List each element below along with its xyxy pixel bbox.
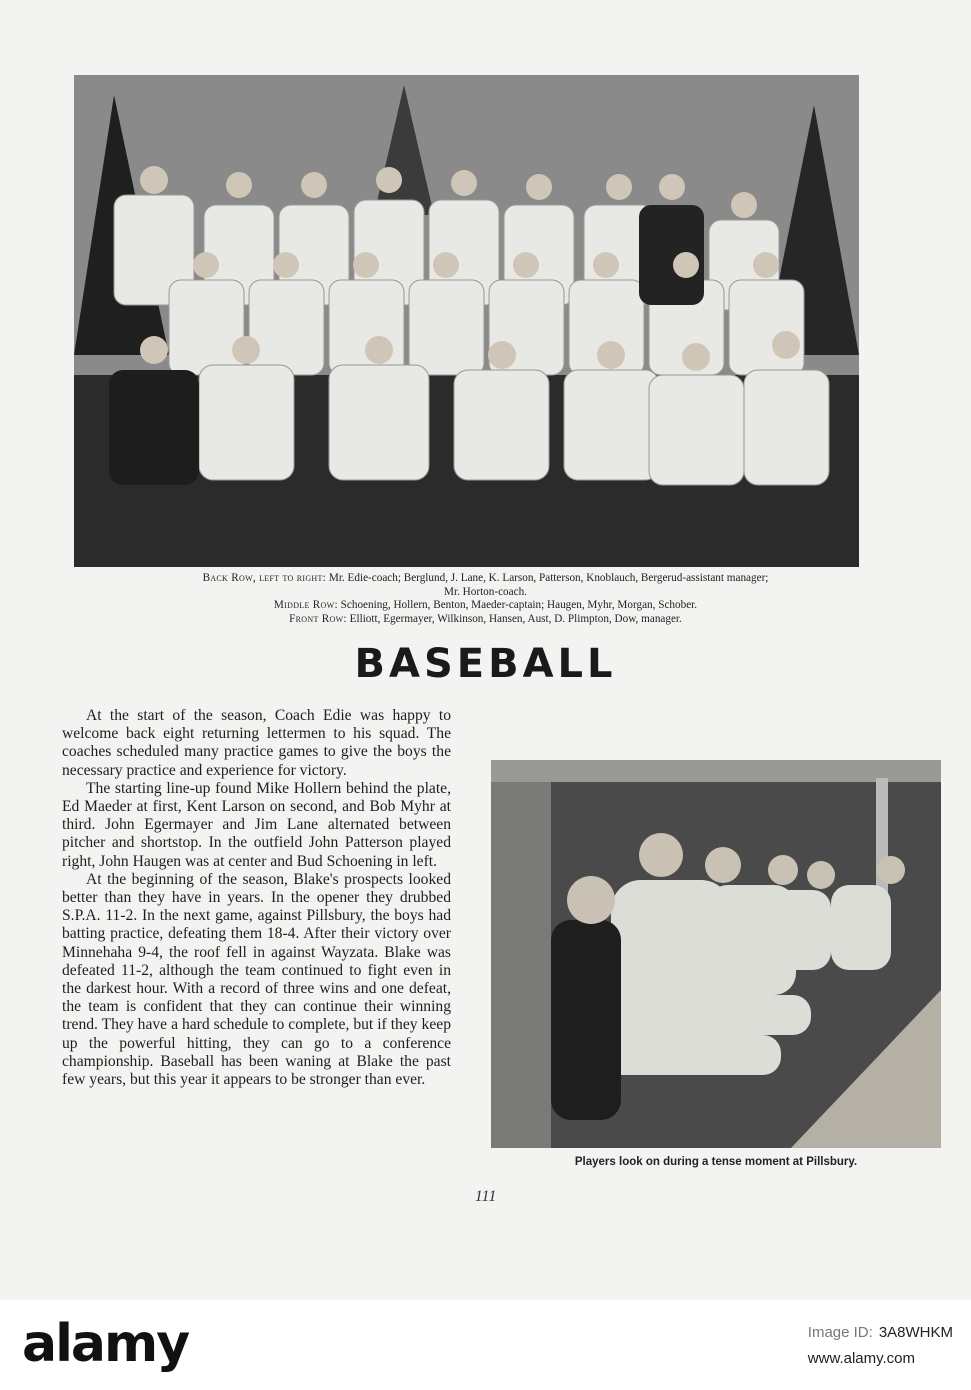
article-paragraph: At the start of the season, Coach Edie was happy to welcome back eight returning lettermen to his squad. The coaches scheduled many practice games to give the boys the necessary practice and experience for victory. (62, 707, 451, 779)
caption-back-row-names: Mr. Edie-coach; Berglund, J. Lane, K. Larson, Patterson, Knoblauch, Bergerud-assistant manager; (326, 572, 769, 584)
dugout-photo (491, 760, 941, 1148)
article-paragraph: At the beginning of the season, Blake's prospects looked better than they have in years. In the opener they drubbed S.P.A. 11-2. In the next game, against Pillsbury, the boys had batting practice, defeating them 18-4. After their victory over Minnehaha 9-4, the roof fell in against Wayzata. Blake was defeated 11-2, although the team continued to fight even in the darkest hour. With a record of three wins and one defeat, the team is confident that they can continue their winning trend. They have a hard schedule to complete, but if they keep up the powerful hitting, they can go to a conference championship. Baseball has been waning at Blake the past few years, but this year it appears to be stronger than ever. (62, 870, 451, 1089)
caption-middle-row-names: Schoening, Hollern, Benton, Maeder-captain; Haugen, Myhr, Morgan, Schober. (337, 599, 698, 611)
page-title: BASEBALL (354, 641, 617, 687)
article-body (62, 707, 451, 1089)
stock-site-link[interactable]: www.alamy.com (807, 1350, 916, 1367)
stock-image-id-label: Image ID: (807, 1324, 873, 1341)
caption-middle-row-lead: Middle Row: (273, 599, 338, 611)
caption-back-row (40, 572, 931, 586)
article-paragraph: The starting line-up found Mike Hollern behind the plate, Ed Maeder at first, Kent Larson on second, and Bob Myhr at third. John Egermayer and Jim Lane alternated between pitcher and shortstop. In the outfield John Patterson played right, John Haugen was at center and Bud Schoening in left. (62, 779, 451, 870)
caption-back-row-cont: Mr. Horton-coach. (444, 585, 527, 598)
dugout-photo-illustration (491, 760, 941, 1148)
stock-image-id (808, 1320, 953, 1346)
stock-footer (0, 1300, 971, 1390)
caption-middle-row (40, 599, 931, 613)
stock-image-id-value: 3A8WHKM (878, 1324, 953, 1341)
caption-front-row-names: Elliott, Egermayer, Wilkinson, Hansen, Aust, D. Plimpton, Dow, manager. (346, 612, 682, 625)
team-photo-caption (40, 572, 931, 626)
team-photo-illustration (74, 75, 859, 567)
stock-meta (808, 1320, 953, 1372)
team-photo (74, 75, 859, 567)
stock-logo[interactable]: alamy (22, 1314, 189, 1374)
dugout-photo-caption: Players look on during a tense moment at Pillsbury. (574, 1156, 858, 1168)
caption-back-row-lead: Back Row, left to right: (202, 572, 327, 584)
page-number: 111 (474, 1188, 497, 1205)
caption-front-row-lead: Front Row: (289, 612, 347, 625)
caption-front-row (40, 613, 931, 627)
